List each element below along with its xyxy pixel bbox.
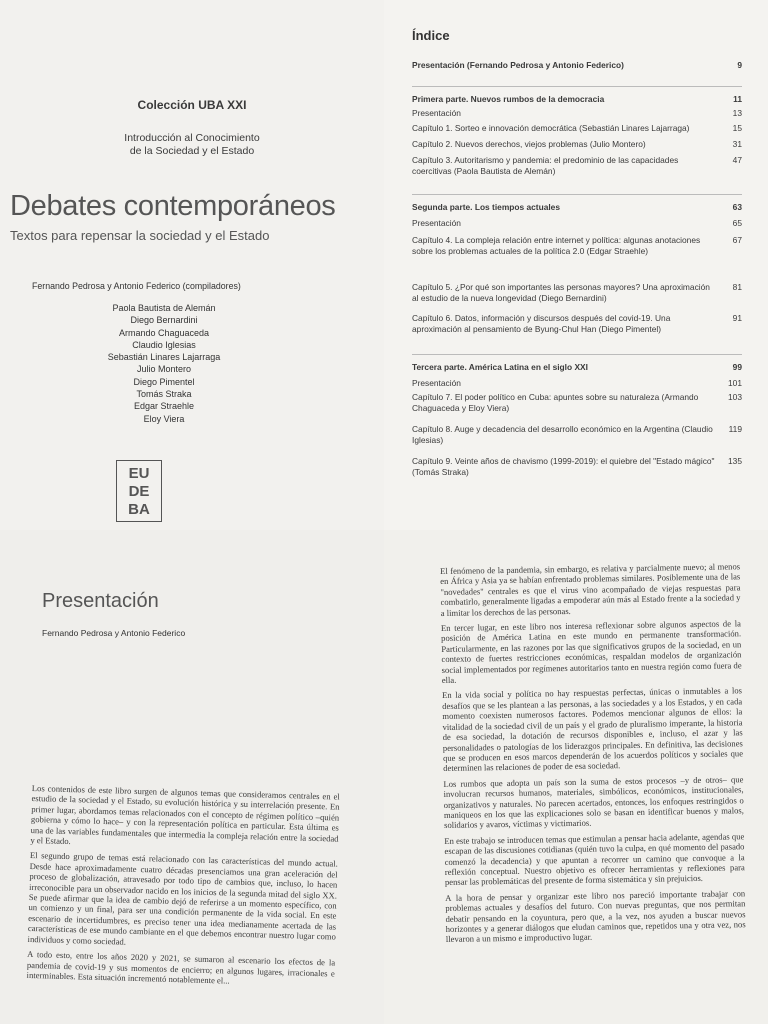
toc-entry-page: 13 xyxy=(732,108,742,118)
toc-entry xyxy=(412,313,742,335)
section-divider xyxy=(412,86,742,87)
toc-entry-page: 91 xyxy=(732,313,742,323)
toc-entry-title: Capítulo 1. Sorteo e innovación democrática (Sebastián Linares Lajarraga) xyxy=(412,123,690,133)
toc-entry-title: Presentación xyxy=(412,218,461,228)
toc-entry-page: 15 xyxy=(732,123,742,133)
toc-entry-title: Capítulo 3. Autoritarismo y pandemia: el predominio de las capacidades coercitivas (Paola Bautista de Alemán) xyxy=(412,155,679,176)
toc-entry xyxy=(412,123,742,134)
toc-entry-page: 101 xyxy=(728,378,742,388)
logo-letters: BA xyxy=(128,501,150,518)
toc-entry xyxy=(412,94,742,105)
toc-entry xyxy=(412,202,742,213)
toc-entry xyxy=(412,108,742,119)
toc-entry xyxy=(412,456,742,478)
author-name: Edgar Straehle xyxy=(133,401,195,412)
section-divider xyxy=(412,194,742,195)
toc-entry-page: 119 xyxy=(728,424,742,434)
presentation-authors: Fernando Pedrosa y Antonio Federico xyxy=(42,628,186,638)
toc-entry-title: Presentación (Fernando Pedrosa y Antonio Federico) xyxy=(412,60,624,70)
toc-entry-title: Primera parte. Nuevos rumbos de la democracia xyxy=(412,94,605,104)
body-paragraph: Los rumbos que adopta un país son la suma de estos procesos –y de otros– que involucran recursos humanos, materiales, simbólicos, económicos, institucionales, organizativos y naturales. No parecen acertados, entonces, los enfoques restringidos o maniqueos en los que las explicaciones solo se basan en identificar buenos y malos, solidarios y avaros, víctimas y victimarios. xyxy=(443,773,744,831)
toc-entry-page: 9 xyxy=(737,60,742,70)
collection-name: Colección UBA XXI xyxy=(137,98,247,112)
presentation-title: Presentación xyxy=(42,590,159,612)
toc-entry-page: 99 xyxy=(732,362,742,372)
toc-entry-title: Capítulo 9. Veinte años de chavismo (1999-2019): el quiebre del "Estado mágico" (Tomás Straka) xyxy=(412,456,715,477)
body-paragraph: A todo esto, entre los años 2020 y 2021, se sumaron al escenario los efectos de la pandemia de covid-19 y sus momentos de encierro; en algunos lugares, irracionales e interminables. Esta situación incrementó notablemente el... xyxy=(26,949,336,986)
book-subtitle: Textos para repensar la sociedad y el Estado xyxy=(10,228,270,243)
toc-entry-title: Presentación xyxy=(412,108,461,118)
toc-entry-page: 65 xyxy=(732,218,742,228)
toc-entry-page: 81 xyxy=(732,282,742,292)
toc-entry-page: 63 xyxy=(732,202,742,212)
toc-entry xyxy=(412,362,742,373)
toc-entry xyxy=(412,424,742,446)
toc-entry-title: Capítulo 8. Auge y decadencia del desarrollo económico en la Argentina (Claudio Iglesias) xyxy=(412,424,713,445)
index-title: Índice xyxy=(412,28,450,43)
body-paragraph: En la vida social y política no hay respuestas perfectas, únicas o inmutables a los desafíos que se les plantean a las personas, a las sociedades y a los Estados, y en cada momento coexisten numerosos factores. Podemos mencionar algunos de ellos: la vitalidad de la sociedad civil de un país y el grado de pluralismo imperante, la historia de esa sociedad, la dotación de recursos disponibles e, incluso, el azar y las personalidades o patologías de los liderazgos principales. En definitiva, las decisiones que se producen en esos marcos dependerán de los acuerdos políticos y sociales que determinen las relaciones de poder de esa sociedad. xyxy=(441,685,744,774)
body-paragraph: A la hora de pensar y organizar este libro nos pareció importante trabajar con problemas actuales y desafíos del futuro. Con nuevas preguntas, que nos permitan debatir pensando en la coyuntura, pero que, a la vez, nos ayuden a buscar nuevos horizontes y a generar diálogos que eludan caminos que, repetidos una y otra vez, nos llevaron a un mismo e improductivo lugar. xyxy=(445,888,746,945)
toc-entry xyxy=(412,392,742,414)
body-paragraph: El segundo grupo de temas está relacionado con las características del mundo actual. Desde hace aproximadamente cuatro décadas presenciamos una gran aceleración del proceso de globalización, atravesado por todo tipo de cambios que, incluso, lo hacen irreconocible para un observador nacido en los inicios de la segunda mitad del siglo XX. Se puede afirmar que la idea de cambio dejó de referirse a un momento específico, con un comienzo y un final, para ser una condición permanente de la vida social. En este escenario de incertidumbres, es preciso tener una idea medianamente acertada de las características de ese mundo cambiante en el que debemos encontrar nuestro lugar como individuos y como sociedad. xyxy=(27,850,338,947)
toc-entry xyxy=(412,235,742,257)
body-paragraph: En tercer lugar, en este libro nos interesa reflexionar sobre algunos aspectos de la posición de América Latina en este mundo en permanente transformación. Particularmente, en las razones por las que significativos grupos de la sociedad, en un contexto de fuertes restricciones económicas, respaldan modelos de organización social implementados por regímenes autoritarios tanto en nuestra región como fuera de ella. xyxy=(440,618,742,686)
toc-entry xyxy=(412,282,742,304)
toc-entry-title: Tercera parte. América Latina en el siglo XXI xyxy=(412,362,588,372)
toc-entry-page: 47 xyxy=(732,155,742,165)
logo-letters: EU xyxy=(128,465,150,482)
author-name: Tomás Straka xyxy=(136,389,192,400)
toc-entry-title: Capítulo 6. Datos, información y discursos después del covid-19. Una aproximación al pensamiento de Byung-Chul Han (Diego Pimentel) xyxy=(412,313,671,334)
toc-entry-title: Capítulo 5. ¿Por qué son importantes las personas mayores? Una aproximación al estudio de la nueva longevidad (Diego Bernardini) xyxy=(412,282,710,303)
toc-entry-title: Presentación xyxy=(412,378,461,388)
author-name: Diego Pimentel xyxy=(133,376,195,387)
toc-entry-title: Capítulo 2. Nuevos derechos, viejos problemas (Julio Montero) xyxy=(412,139,646,149)
author-name: Julio Montero xyxy=(136,364,192,375)
toc-entry-title: Capítulo 7. El poder político en Cuba: apuntes sobre su naturaleza (Armando Chaguaceda y Eloy Viera) xyxy=(412,392,699,413)
cover-page xyxy=(0,0,384,530)
body-paragraph: Los contenidos de este libro surgen de algunos temas que consideramos centrales en el estudio de la sociedad y el Estado, su evolución histórica y su interrelación presente. En primer lugar, abordamos temas relacionados con el concepto de régimen político –quién gobierna y cómo lo hace– y con la representación política en particular. Esta última es una de las variables fundamentales que intermedia la compleja relación entre la sociedad y el Estado. xyxy=(30,783,340,847)
section-divider xyxy=(412,354,742,355)
toc-entry-page: 103 xyxy=(728,392,742,402)
toc-entry xyxy=(412,139,742,150)
toc-entry xyxy=(412,155,742,177)
author-name: Paola Bautista de Alemán xyxy=(112,303,216,313)
index-page xyxy=(384,0,768,530)
author-name: Armando Chaguaceda xyxy=(118,327,210,338)
author-name: Diego Bernardini xyxy=(130,315,198,326)
book-title: Debates contemporáneos xyxy=(10,190,336,222)
logo-letters: DE xyxy=(128,483,150,500)
body-paragraph: En este trabajo se introducen temas que estimulan a pensar hacia adelante, agendas que escapan de las discusiones cotidianas (quién tuvo la culpa, en qué momento del pasado comenzó la decadencia) y que apuntan a recorrer un camino que convoque a la reflexión conceptual. Nuestro objetivo es ofrecer herramientas y reflexiones para pensar las problemáticas del presente de forma sistemática y sin prejuicios. xyxy=(444,831,745,888)
presentation-page-right xyxy=(384,530,768,1024)
toc-entry-page: 11 xyxy=(733,94,742,104)
author-name: Eloy Viera xyxy=(143,413,185,424)
toc-entry-title: Capítulo 4. La compleja relación entre internet y política: algunas anotaciones sobre los problemas actuales de la política 2.0 (Edgar Straehle) xyxy=(412,235,701,256)
toc-entry-title: Segunda parte. Los tiempos actuales xyxy=(412,202,560,212)
presentation-body-right xyxy=(440,561,746,949)
course-name: Introducción al Conocimiento de la Sociedad y el Estado xyxy=(124,132,260,157)
compilers: Fernando Pedrosa y Antonio Federico (compiladores) xyxy=(32,281,241,291)
presentation-page-left xyxy=(0,530,384,1024)
toc-entry-page: 67 xyxy=(732,235,742,245)
toc-entry xyxy=(412,218,742,229)
authors-list xyxy=(74,302,254,425)
author-name: Sebastián Linares Lajarraga xyxy=(107,352,221,363)
toc-entry xyxy=(412,60,742,71)
author-name: Claudio Iglesias xyxy=(132,339,196,350)
toc-entry-page: 31 xyxy=(732,139,742,149)
toc-entry xyxy=(412,378,742,389)
eudeba-logo xyxy=(116,460,162,522)
toc-entry-page: 135 xyxy=(728,456,742,466)
presentation-body-left xyxy=(26,783,340,994)
body-paragraph: El fenómeno de la pandemia, sin embargo, es relativa y parcialmente nuevo; al menos en África y Asia ya se habían enfrentado problemas similares. Posiblemente una de las "novedades" centrales es que el virus vino acompañado de viejas respuestas para combatirlo, generalmente ligadas a empoderar aún más al Estado frente a la sociedad y a limitar los derechos de las personas. xyxy=(440,561,741,618)
